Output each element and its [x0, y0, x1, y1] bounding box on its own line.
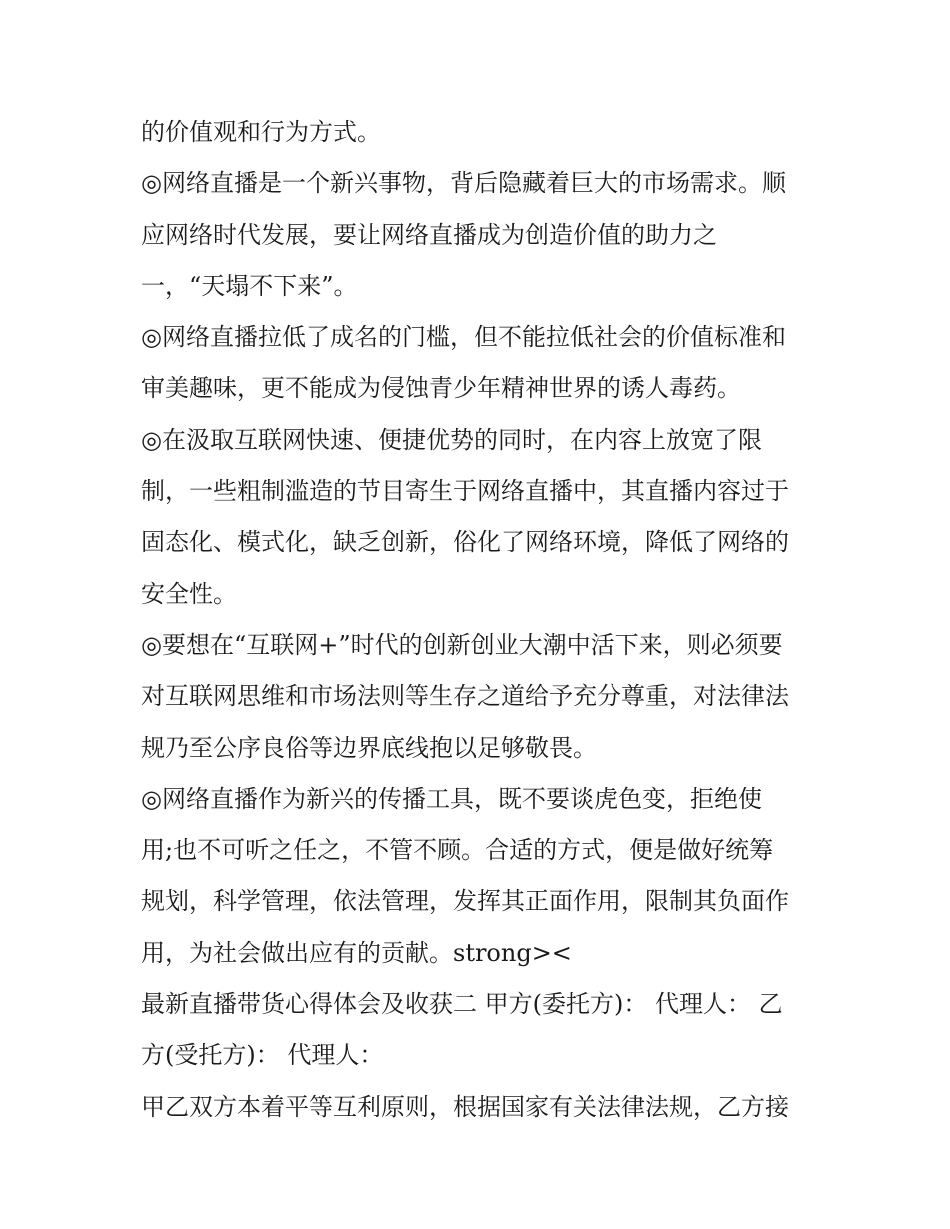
document-body [141, 107, 821, 1133]
text-line: 的价值观和行为方式。 [141, 118, 381, 146]
text-line: ◎网络直播作为新兴的传播工具，既不要谈虎色变，拒绝使 [141, 784, 762, 813]
text-line: 安全性。 [141, 579, 237, 608]
text-line: 固态化、模式化，缺乏创新，俗化了网络环境，降低了网络的 [141, 528, 789, 557]
text-line: 用;也不可听之任之，不管不顾。合适的方式，便是做好统筹 [141, 836, 774, 865]
text-line: 一，“天塌不下来”。 [141, 271, 358, 300]
text-line: ◎要想在“互联网+”时代的创新创业大潮中活下来，则必须要 [141, 630, 783, 659]
text-line: 制，一些粗制滥造的节目寄生于网络直播中，其直播内容过于 [141, 477, 789, 506]
text-line: 对互联网思维和市场法则等生存之道给予充分尊重，对法律法 [141, 682, 789, 711]
text-line: 规划，科学管理，依法管理，发挥其正面作用，限制其负面作 [141, 887, 789, 916]
text-line: 甲乙双方本着平等互利原则，根据国家有关法律法规，乙方接 [141, 1092, 789, 1121]
text-line: 用，为社会做出应有的贡献。strong>< [141, 938, 572, 967]
text-line: ◎网络直播是一个新兴事物，背后隐藏着巨大的市场需求。顺 [141, 169, 786, 198]
text-line: 应网络时代发展，要让网络直播成为创造价值的助力之 [141, 220, 717, 249]
section-heading-line: 最新直播带货心得体会及收获二 甲方(委托方)： 代理人： 乙 [141, 990, 783, 1019]
text-line: 方(受托方)： 代理人： [141, 1041, 384, 1070]
text-line: ◎网络直播拉低了成名的门槛，但不能拉低社会的价值标准和 [141, 323, 786, 352]
text-line: 规乃至公序良俗等边界底线抱以足够敬畏。 [141, 733, 597, 762]
text-line: ◎在汲取互联网快速、便捷优势的同时，在内容上放宽了限 [141, 425, 762, 454]
text-line: 审美趣味，更不能成为侵蚀青少年精神世界的诱人毒药。 [141, 374, 741, 403]
